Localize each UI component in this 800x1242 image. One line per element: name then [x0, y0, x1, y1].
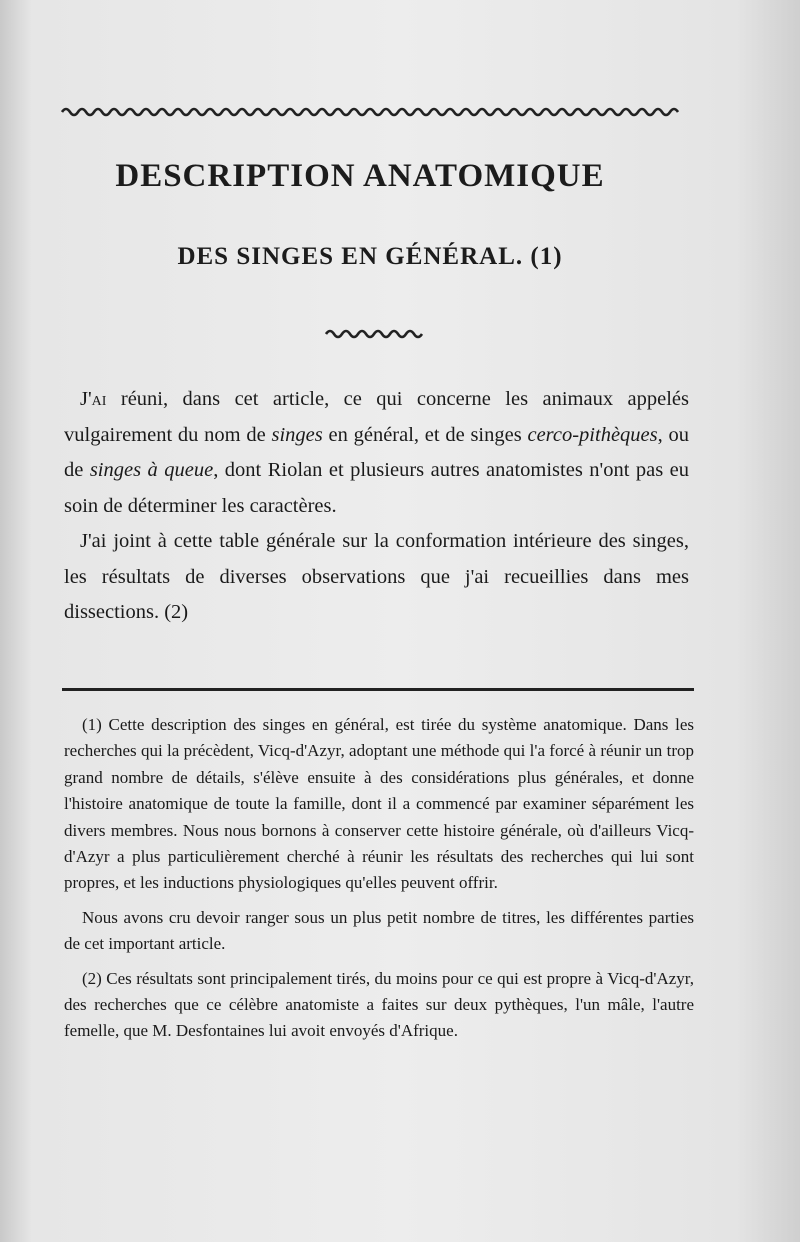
- text-run: , ou de: [64, 423, 690, 481]
- paragraph-1: [64, 382, 689, 524]
- short-wavy-ornament: [0, 326, 800, 340]
- footnote-2: (2) Ces résultats sont principalement tirés, du moins pour ce qui est propre à Vicq-d'Azyr, des recherches que ce célèbre anatomiste a faites sur deux pythèques, l'un mâle, l'autre femelle, que M. Desfontaines lui avoit envoyés d'Afrique.: [64, 968, 694, 1041]
- italic-term: singes: [271, 423, 323, 446]
- italic-term: cerco-pithèques: [527, 423, 658, 446]
- chapter-subtitle: DES SINGES EN GÉNÉRAL. (1): [177, 243, 563, 270]
- wavy-rule-ornament: [0, 104, 800, 118]
- footnote-separator: [62, 688, 694, 691]
- lead-word: J'ai: [80, 388, 107, 410]
- body-text: [64, 382, 689, 631]
- text-run: , dont Riolan et plusieurs autres anatomistes n'ont pas eu soin de déterminer les caractères.: [64, 459, 689, 517]
- text-run: en général, et de singes: [322, 423, 528, 446]
- text-run: réuni, dans cet article, ce qui concerne les animaux appelés vulgairement du nom de: [64, 388, 689, 446]
- footnotes: [64, 712, 694, 1053]
- footnote-1: (1) Cette description des singes en général, est tirée du système anatomique. Dans les recherches qui la précèdent, Vicq-d'Azyr, adoptant une méthode qui l'a forcé à réunir un trop grand nombre de détails, s'élève ensuite à des considérations plus générales, et donne l'histoire anatomique de toute la famille, dont il a commencé par examiner séparément les divers membres. Nous nous bornons à conserver cette histoire générale, où d'ailleurs Vicq-d'Azyr a plus particulièrement cherché à réunir les résultats des recherches qui lui sont propres, et les inductions physiologiques qu'elles peuvent offrir.: [64, 715, 694, 893]
- paragraph-2: J'ai joint à cette table générale sur la conformation intérieure des singes, les résultats de diverses observations que j'ai recueillies dans mes dissections. (2): [64, 530, 689, 623]
- chapter-title: DESCRIPTION ANATOMIQUE: [115, 158, 605, 194]
- footnote-1-continued: Nous avons cru devoir ranger sous un plus petit nombre de titres, les différentes parties de cet important article.: [64, 907, 694, 954]
- italic-term: singes à queue: [89, 459, 214, 481]
